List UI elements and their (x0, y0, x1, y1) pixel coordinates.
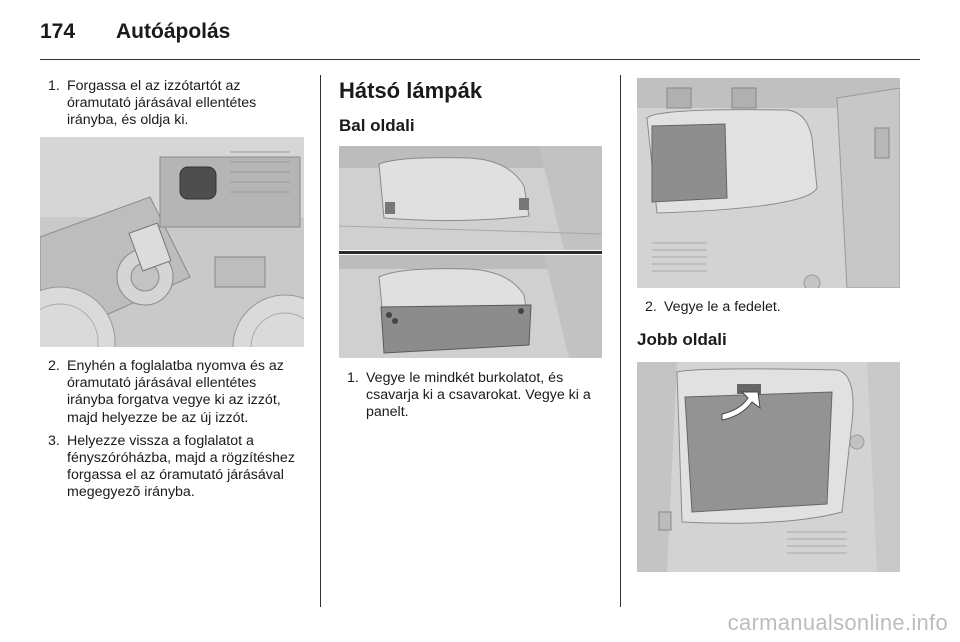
step-number: 1. (347, 370, 359, 386)
subheading-left: Bal oldali (339, 116, 415, 135)
column-1-lower (40, 358, 304, 502)
step-1 (339, 370, 604, 422)
page-title: Autóápolás (116, 20, 231, 43)
column-2 (339, 78, 604, 136)
column-divider-right (620, 75, 621, 607)
subheading-right: Jobb oldali (637, 330, 727, 350)
step-text: Vegye le mindkét burkolatot, és csavarja ki a csavarokat. Vegye ki a panelt. (366, 370, 591, 421)
left-trim-covers-illustration (339, 146, 602, 250)
right-trim-cover-illustration (637, 362, 900, 572)
step-1 (40, 78, 304, 130)
step-text: Helyezze vissza a foglalatot a fényszóróházba, majd a rögzítéshez forgassa el az óramutató járásával megegyezõ irányba. (67, 432, 295, 501)
step-number: 2. (48, 358, 60, 374)
step-2 (40, 358, 304, 427)
step-2 (637, 299, 901, 316)
step-number: 2. (645, 299, 657, 315)
step-text: Vegye le a fedelet. (664, 299, 781, 315)
step-3 (40, 433, 304, 502)
column-divider-left (320, 75, 321, 607)
column-2-lower (339, 370, 604, 422)
column-3 (637, 299, 901, 350)
left-panel-screws-illustration (339, 255, 602, 358)
headlamp-bulb-illustration (40, 137, 304, 347)
section-heading: Hátsó lámpák (339, 78, 483, 103)
column-1 (40, 78, 304, 130)
illustration-separator (339, 251, 602, 254)
step-number: 3. (48, 432, 60, 449)
footer-watermark: carmanualsonline.info (727, 610, 948, 635)
page-number: 174 (40, 20, 76, 43)
step-text: Enyhén a foglalatba nyomva és az óramutató járásával ellentétes irányba forgatva vegye ki az izzót, majd helyezze be az új izzót. (67, 358, 284, 426)
header-rule (40, 59, 920, 60)
step-number: 1. (48, 78, 60, 94)
page-header (40, 18, 920, 60)
left-cover-removed-illustration (637, 78, 900, 288)
step-text: Forgassa el az izzótartót az óramutató járásával ellentétes irányba, és oldja ki. (67, 78, 257, 129)
